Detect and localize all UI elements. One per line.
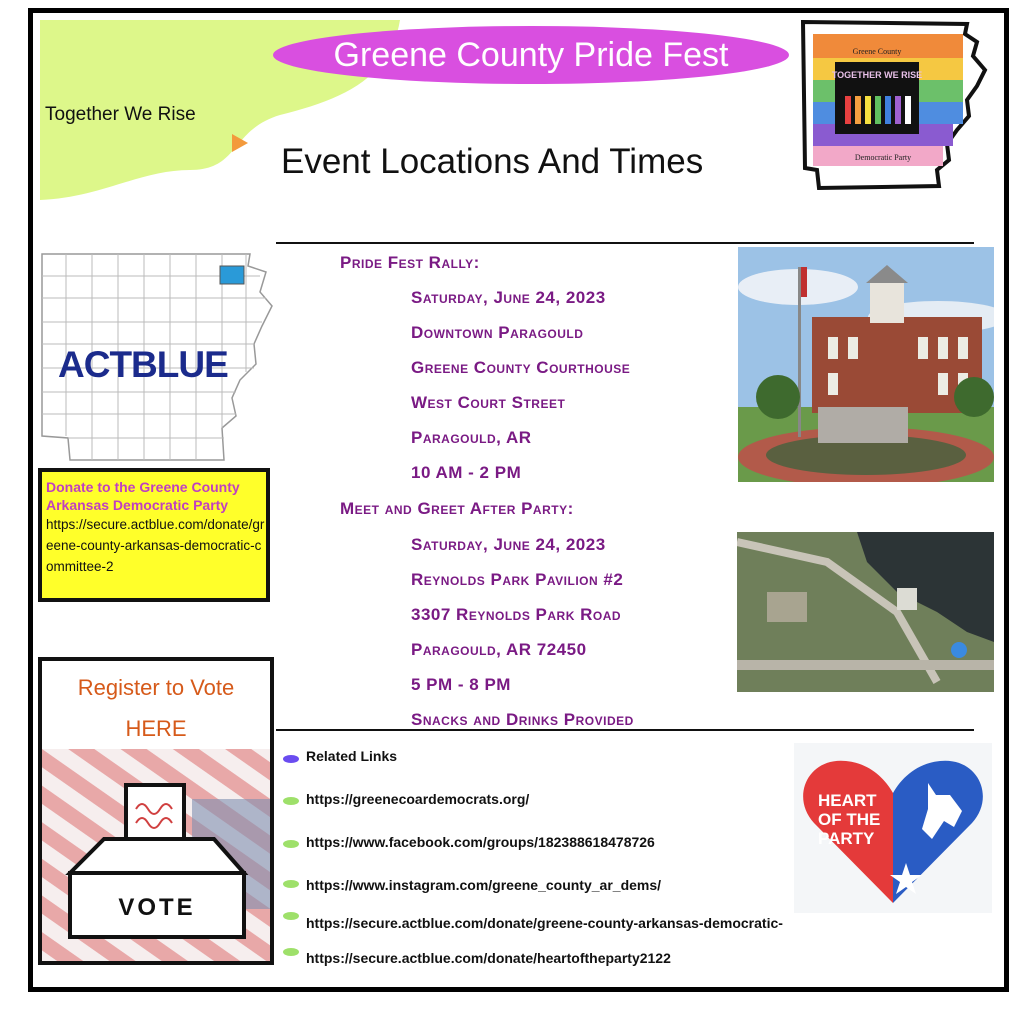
- event1-line: Greene County Courthouse: [411, 358, 631, 377]
- bullet-icon: [283, 840, 299, 848]
- bottom-divider: [276, 729, 974, 731]
- section-heading: Event Locations And Times: [281, 142, 704, 181]
- bullet-icon: [283, 948, 299, 956]
- register-line1: Register to Vote: [77, 675, 235, 700]
- logo-middle-text: TOGETHER WE RISE: [831, 70, 923, 80]
- event2-line: Reynolds Park Pavilion #2: [411, 570, 624, 589]
- event2-line: Paragould, AR 72450: [411, 640, 587, 659]
- tagline: Together We Rise: [45, 104, 196, 125]
- donate-url[interactable]: https://secure.actblue.com/donate/greene-county-arkansas-democratic-committee-2: [46, 517, 265, 574]
- event1-line: Saturday, June 24, 2023: [411, 288, 606, 307]
- bullet-icon: [283, 755, 299, 763]
- event-title: Greene County Pride Fest: [273, 26, 789, 84]
- register-to-vote-box[interactable]: [38, 657, 274, 965]
- ballot-label: VOTE: [118, 894, 196, 921]
- heart-text: HEART OF THE PARTY: [818, 791, 881, 848]
- link-greene-democrats[interactable]: https://greenecoardemocrats.org/: [306, 791, 530, 807]
- event2-line: Saturday, June 24, 2023: [411, 535, 606, 554]
- event1-line: 10 AM - 2 PM: [411, 463, 522, 482]
- event1-line: West Court Street: [411, 393, 566, 412]
- ballot-box-icon: [42, 749, 270, 961]
- link-instagram[interactable]: https://www.instagram.com/greene_county_ar_dems/: [306, 877, 662, 893]
- logo-top-text: Greene County: [852, 47, 902, 56]
- top-divider: [276, 242, 974, 244]
- event2-line: Snacks and Drinks Provided: [411, 710, 634, 729]
- event1-title: Pride Fest Rally:: [340, 253, 480, 272]
- courthouse-photo: [738, 247, 994, 482]
- park-aerial-photo: [737, 532, 994, 692]
- greene-county-highlight: [220, 266, 244, 284]
- county-party-logo: [797, 20, 991, 192]
- link-actblue-committee[interactable]: https://secure.actblue.com/donate/greene-county-arkansas-democratic-: [306, 915, 783, 931]
- event1-line: Downtown Paragould: [411, 323, 584, 342]
- event2-line: 5 PM - 8 PM: [411, 675, 511, 694]
- bullet-icon: [283, 797, 299, 805]
- logo-bottom-text: Democratic Party: [854, 153, 912, 162]
- link-actblue-heart[interactable]: https://secure.actblue.com/donate/heartoftheparty2122: [306, 950, 671, 966]
- event1-line: Paragould, AR: [411, 428, 532, 447]
- bullet-icon: [283, 880, 299, 888]
- related-links-heading: Related Links: [306, 748, 398, 764]
- actblue-label: ACTBLUE: [58, 344, 228, 385]
- event2-line: 3307 Reynolds Park Road: [411, 605, 622, 624]
- bullet-icon: [283, 912, 299, 920]
- link-facebook[interactable]: https://www.facebook.com/groups/182388618478726: [306, 834, 655, 850]
- register-line2[interactable]: HERE: [125, 716, 187, 741]
- donate-title: Donate to the Greene County Arkansas Democratic Party: [46, 479, 240, 513]
- arrow-icon: [232, 134, 248, 152]
- donate-box[interactable]: [38, 468, 270, 602]
- event2-title: Meet and Greet After Party:: [340, 499, 574, 518]
- heart-of-party-logo: [794, 743, 992, 913]
